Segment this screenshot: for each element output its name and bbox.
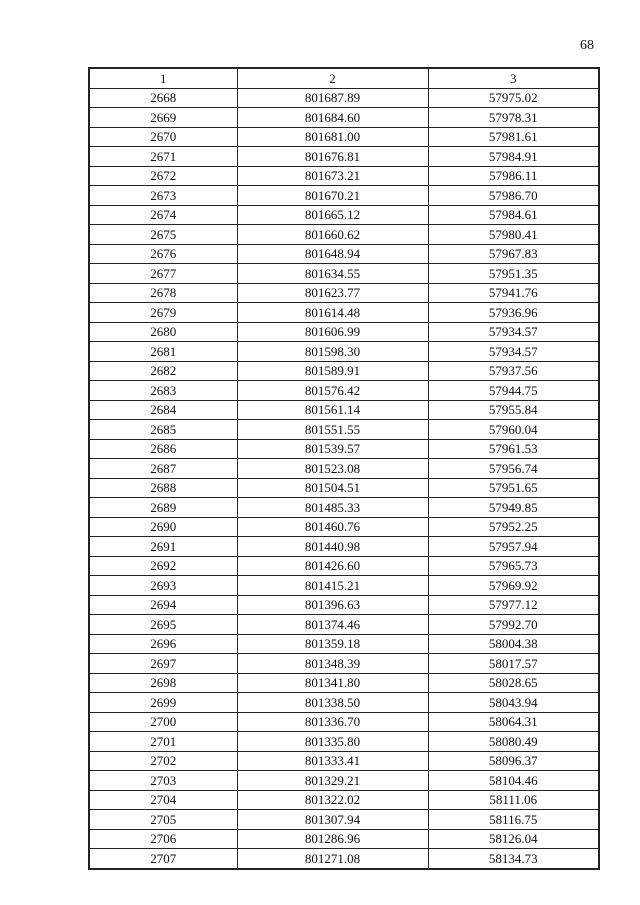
table-row (89, 88, 599, 108)
table-cell-col-2: 801551.55 (237, 420, 428, 440)
table-row (89, 303, 599, 323)
table-cell-col-2: 801576.42 (237, 381, 428, 401)
table-cell-col-2: 801329.21 (237, 771, 428, 791)
column-header-1: 1 (89, 68, 237, 88)
table-row (89, 283, 599, 303)
table-cell-col-2: 801598.30 (237, 342, 428, 362)
table-row (89, 361, 599, 381)
table-row (89, 478, 599, 498)
table-cell-col-2: 801687.89 (237, 88, 428, 108)
table-row (89, 420, 599, 440)
table-row (89, 595, 599, 615)
table-row (89, 537, 599, 557)
table-cell-col-1: 2670 (89, 127, 237, 147)
table-cell-col-3: 57934.57 (428, 342, 599, 362)
table-row (89, 790, 599, 810)
table-row (89, 693, 599, 713)
table-cell-col-3: 57960.04 (428, 420, 599, 440)
table-row (89, 576, 599, 596)
table-cell-col-3: 58017.57 (428, 654, 599, 674)
table-cell-col-2: 801623.77 (237, 283, 428, 303)
table-cell-col-3: 58028.65 (428, 673, 599, 693)
table-cell-col-1: 2691 (89, 537, 237, 557)
table-cell-col-1: 2692 (89, 556, 237, 576)
table-cell-col-1: 2668 (89, 88, 237, 108)
table-cell-col-2: 801415.21 (237, 576, 428, 596)
table-row (89, 342, 599, 362)
table-cell-col-3: 57984.91 (428, 147, 599, 167)
table-row (89, 225, 599, 245)
table-cell-col-2: 801614.48 (237, 303, 428, 323)
table-cell-col-1: 2695 (89, 615, 237, 635)
table-cell-col-2: 801307.94 (237, 810, 428, 830)
table-row (89, 127, 599, 147)
table-cell-col-1: 2702 (89, 751, 237, 771)
table-cell-col-1: 2706 (89, 829, 237, 849)
table-cell-col-3: 57992.70 (428, 615, 599, 635)
table-cell-col-1: 2700 (89, 712, 237, 732)
table-cell-col-2: 801440.98 (237, 537, 428, 557)
table-cell-col-2: 801561.14 (237, 400, 428, 420)
table-cell-col-3: 57955.84 (428, 400, 599, 420)
table-cell-col-3: 57937.56 (428, 361, 599, 381)
table-cell-col-1: 2693 (89, 576, 237, 596)
table-row (89, 771, 599, 791)
table-cell-col-2: 801504.51 (237, 478, 428, 498)
table-cell-col-1: 2696 (89, 634, 237, 654)
table-cell-col-3: 57986.11 (428, 166, 599, 186)
table-row (89, 381, 599, 401)
table-cell-col-1: 2697 (89, 654, 237, 674)
column-header-2: 2 (237, 68, 428, 88)
table-cell-col-3: 57965.73 (428, 556, 599, 576)
table-row (89, 498, 599, 518)
table-row (89, 439, 599, 459)
table-cell-col-3: 58116.75 (428, 810, 599, 830)
table-cell-col-1: 2703 (89, 771, 237, 791)
table-row (89, 400, 599, 420)
table-cell-col-1: 2672 (89, 166, 237, 186)
table-row (89, 712, 599, 732)
table-cell-col-1: 2674 (89, 205, 237, 225)
table-row (89, 205, 599, 225)
table-cell-col-1: 2699 (89, 693, 237, 713)
table-cell-col-2: 801676.81 (237, 147, 428, 167)
table-cell-col-1: 2671 (89, 147, 237, 167)
table-row (89, 615, 599, 635)
table-body (89, 88, 599, 869)
coordinates-table (88, 67, 600, 870)
table-cell-col-2: 801348.39 (237, 654, 428, 674)
table-cell-col-1: 2698 (89, 673, 237, 693)
table-cell-col-1: 2694 (89, 595, 237, 615)
table-cell-col-2: 801333.41 (237, 751, 428, 771)
table-cell-col-3: 57961.53 (428, 439, 599, 459)
page-number: 68 (580, 38, 594, 53)
table-cell-col-1: 2690 (89, 517, 237, 537)
table-cell-col-1: 2689 (89, 498, 237, 518)
table-row (89, 264, 599, 284)
table-cell-col-2: 801374.46 (237, 615, 428, 635)
table-cell-col-2: 801396.63 (237, 595, 428, 615)
table-row (89, 517, 599, 537)
table-cell-col-2: 801660.62 (237, 225, 428, 245)
table-cell-col-3: 57941.76 (428, 283, 599, 303)
table-cell-col-1: 2673 (89, 186, 237, 206)
table-cell-col-3: 57978.31 (428, 108, 599, 128)
table-cell-col-3: 57934.57 (428, 322, 599, 342)
table-cell-col-1: 2685 (89, 420, 237, 440)
table-cell-col-2: 801286.96 (237, 829, 428, 849)
table-cell-col-3: 57949.85 (428, 498, 599, 518)
table-cell-col-1: 2681 (89, 342, 237, 362)
table-cell-col-3: 58134.73 (428, 849, 599, 869)
table-cell-col-3: 57975.02 (428, 88, 599, 108)
table-cell-col-2: 801648.94 (237, 244, 428, 264)
table-cell-col-3: 57936.96 (428, 303, 599, 323)
table-cell-col-1: 2688 (89, 478, 237, 498)
table-row (89, 459, 599, 479)
table-cell-col-2: 801670.21 (237, 186, 428, 206)
table-cell-col-2: 801634.55 (237, 264, 428, 284)
table-cell-col-1: 2704 (89, 790, 237, 810)
table-cell-col-2: 801359.18 (237, 634, 428, 654)
table-cell-col-3: 57984.61 (428, 205, 599, 225)
table-cell-col-1: 2687 (89, 459, 237, 479)
table-row (89, 147, 599, 167)
table-cell-col-3: 58104.46 (428, 771, 599, 791)
table-cell-col-3: 57981.61 (428, 127, 599, 147)
table-cell-col-1: 2686 (89, 439, 237, 459)
table-cell-col-3: 58004.38 (428, 634, 599, 654)
table-cell-col-2: 801539.57 (237, 439, 428, 459)
table-cell-col-3: 57951.35 (428, 264, 599, 284)
table-cell-col-3: 57952.25 (428, 517, 599, 537)
table-row (89, 244, 599, 264)
table-cell-col-2: 801523.08 (237, 459, 428, 479)
table-cell-col-1: 2676 (89, 244, 237, 264)
table-cell-col-3: 57957.94 (428, 537, 599, 557)
table-cell-col-1: 2678 (89, 283, 237, 303)
table-row (89, 556, 599, 576)
table-row (89, 849, 599, 869)
table-cell-col-1: 2705 (89, 810, 237, 830)
table-cell-col-1: 2669 (89, 108, 237, 128)
table-header-row (89, 68, 599, 88)
column-header-3: 3 (428, 68, 599, 88)
table-cell-col-3: 58096.37 (428, 751, 599, 771)
table-cell-col-1: 2707 (89, 849, 237, 869)
table-cell-col-1: 2679 (89, 303, 237, 323)
table-row (89, 829, 599, 849)
table-cell-col-2: 801322.02 (237, 790, 428, 810)
table-cell-col-2: 801426.60 (237, 556, 428, 576)
table-cell-col-2: 801341.80 (237, 673, 428, 693)
table-cell-col-3: 57944.75 (428, 381, 599, 401)
table-cell-col-2: 801606.99 (237, 322, 428, 342)
table-cell-col-2: 801335.80 (237, 732, 428, 752)
table-cell-col-1: 2677 (89, 264, 237, 284)
table-cell-col-3: 58043.94 (428, 693, 599, 713)
table-cell-col-2: 801485.33 (237, 498, 428, 518)
table-cell-col-2: 801271.08 (237, 849, 428, 869)
table-cell-col-1: 2701 (89, 732, 237, 752)
table-cell-col-2: 801589.91 (237, 361, 428, 381)
table-cell-col-3: 58064.31 (428, 712, 599, 732)
table-row (89, 186, 599, 206)
table-cell-col-1: 2682 (89, 361, 237, 381)
table-row (89, 732, 599, 752)
table-row (89, 673, 599, 693)
table-cell-col-1: 2680 (89, 322, 237, 342)
table-cell-col-2: 801681.00 (237, 127, 428, 147)
table-cell-col-2: 801665.12 (237, 205, 428, 225)
table-cell-col-2: 801684.60 (237, 108, 428, 128)
table-cell-col-1: 2684 (89, 400, 237, 420)
table-cell-col-3: 58111.06 (428, 790, 599, 810)
table-cell-col-3: 58126.04 (428, 829, 599, 849)
table-cell-col-3: 57967.83 (428, 244, 599, 264)
table-row (89, 166, 599, 186)
table-row (89, 634, 599, 654)
table-cell-col-2: 801460.76 (237, 517, 428, 537)
table-cell-col-3: 57951.65 (428, 478, 599, 498)
table-cell-col-3: 57986.70 (428, 186, 599, 206)
table-cell-col-3: 57969.92 (428, 576, 599, 596)
table-cell-col-1: 2683 (89, 381, 237, 401)
table-cell-col-1: 2675 (89, 225, 237, 245)
table-cell-col-2: 801673.21 (237, 166, 428, 186)
table-cell-col-3: 57977.12 (428, 595, 599, 615)
table-row (89, 322, 599, 342)
table-row (89, 654, 599, 674)
table-row (89, 810, 599, 830)
table-cell-col-3: 57980.41 (428, 225, 599, 245)
table-cell-col-2: 801336.70 (237, 712, 428, 732)
table-row (89, 751, 599, 771)
table-cell-col-3: 58080.49 (428, 732, 599, 752)
table-row (89, 108, 599, 128)
table-cell-col-2: 801338.50 (237, 693, 428, 713)
table-cell-col-3: 57956.74 (428, 459, 599, 479)
